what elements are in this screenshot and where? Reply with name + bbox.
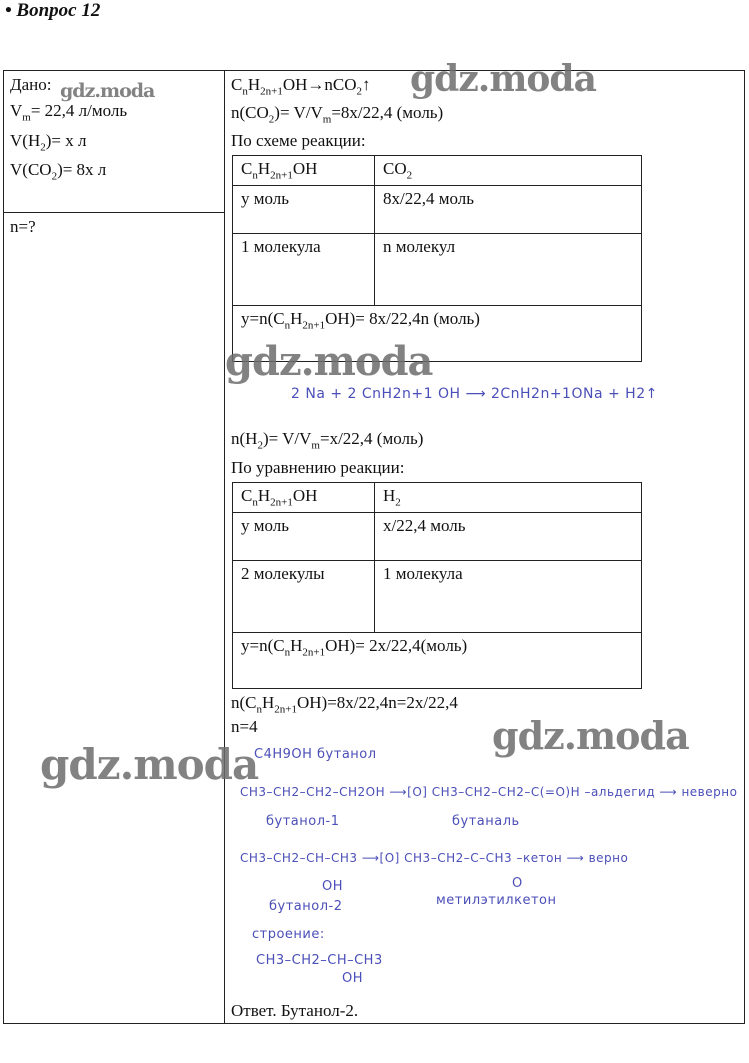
watermark: gdz.moda [410, 58, 596, 100]
find-label: n=? [10, 217, 36, 236]
table2-footer: $y=n(C_nH_{2n+1}OH)=$ 2x/22,4(моль) [233, 633, 642, 689]
table1-header-alcohol: $C_nH_{2n+1}OH$ [233, 156, 375, 186]
question-heading: • Вопрос 12 [5, 0, 101, 21]
equation-label: По уравнению реакции: [231, 458, 405, 477]
hand-structure-label: строение: [252, 927, 325, 942]
n-result: n=4 [231, 717, 258, 736]
given-vco2: $V(CO_2)= 8x$ л [10, 160, 107, 183]
table2-cell: 2 молекулы [233, 561, 375, 633]
watermark: gdz.moda [225, 338, 433, 385]
table1-cell: 1 молекула [233, 234, 375, 306]
hand-mek: метилэтилкетон [436, 893, 557, 908]
given-label: Дано: [10, 75, 52, 94]
hand-formula: C4H9OH бутанол [254, 747, 377, 762]
given-vm: $V_m= 22,4$ л/моль [10, 101, 128, 124]
table2-cell: 1 молекула [375, 561, 642, 633]
hand-oh-1: OH [322, 879, 344, 894]
table1-cell: n молекул [375, 234, 642, 306]
final-equation: $n(C_nH_{2n+1}OH)=8x/22,4n=2x/22,4$ [231, 693, 458, 716]
table2-header-alcohol: $C_nH_{2n+1}OH$ [233, 483, 375, 513]
equation-combustion: $C_nH_{2n+1}OH\to nCO_2↑$ [231, 75, 371, 98]
watermark: gdz.moda [60, 80, 155, 102]
table1-header-co2: $CO_2$ [375, 156, 642, 186]
hand-oh-2: OH [342, 971, 364, 986]
table2-header-h2: $H_2$ [375, 483, 642, 513]
n-h2: $n(H_2)= V/V_m=x/22,4$ (моль) [231, 429, 424, 452]
equation-table [232, 482, 642, 689]
handwritten-sodium-reaction: 2 Na + 2 CnH2n+1 OH ⟶ 2CnH2n+1ONa + H2↑ [291, 386, 658, 402]
hand-butanol-2: бутанол-2 [269, 899, 343, 914]
column-divider [224, 71, 225, 1023]
watermark: gdz.moda [492, 713, 689, 758]
given-vh2: $V(H_2)= x$ л [10, 131, 87, 154]
table1-footer: $y=n(C_nH_{2n+1}OH)= 8x/22,4n$ (моль) [233, 306, 642, 362]
table2-cell: y моль [233, 513, 375, 561]
hand-butanal: бутаналь [452, 814, 520, 829]
hand-butanol-1: бутанол-1 [266, 814, 340, 829]
table2-cell: x/22,4 моль [375, 513, 642, 561]
hand-oxidation-1: CH3–CH2–CH2–CH2OH ⟶[O] CH3–CH2–CH2–C(=O)H –альдегид ⟶ неверно [240, 785, 738, 799]
answer: Ответ. Бутанол-2. [231, 1001, 359, 1020]
hand-structure: CH3–CH2–CH–CH3 [256, 953, 383, 968]
table1-cell: y моль [233, 186, 375, 234]
n-co2: $n(CO_2)= V/V_m=8x/22,4$ (моль) [231, 103, 444, 126]
scheme-table [232, 155, 642, 362]
table1-cell: 8x/22,4 моль [375, 186, 642, 234]
given-divider [4, 212, 224, 213]
solution-table [3, 70, 745, 1024]
hand-carbonyl-o: O [512, 876, 523, 891]
hand-oxidation-2: CH3–CH2–CH–CH3 ⟶[O] CH3–CH2–C–CH3 –кетон ⟶ верно [240, 851, 629, 865]
watermark: gdz.moda [40, 740, 259, 789]
scheme-label: По схеме реакции: [231, 131, 366, 150]
